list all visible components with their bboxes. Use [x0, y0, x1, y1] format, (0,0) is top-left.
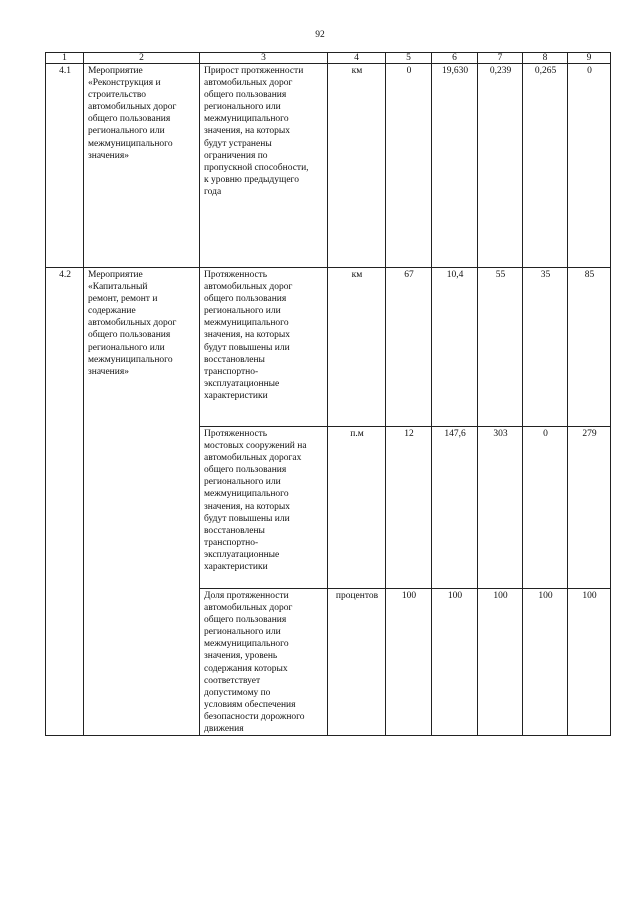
- value-cell: 100: [478, 589, 523, 736]
- value-cell: 0,265: [523, 64, 568, 268]
- row-number: 4.1: [46, 64, 84, 268]
- value-cell: 0,239: [478, 64, 523, 268]
- column-header: 5: [386, 53, 432, 64]
- value-cell: 303: [478, 427, 523, 589]
- value-cell: 100: [523, 589, 568, 736]
- value-cell: 100: [432, 589, 478, 736]
- value-cell: 147,6: [432, 427, 478, 589]
- column-header: 9: [568, 53, 611, 64]
- column-header: 2: [84, 53, 200, 64]
- unit-cell: п.м: [328, 427, 386, 589]
- value-cell: 19,630: [432, 64, 478, 268]
- page-number: 92: [315, 30, 325, 40]
- value-cell: 0: [568, 64, 611, 268]
- value-cell: 0: [386, 64, 432, 268]
- value-cell: 279: [568, 427, 611, 589]
- value-cell: 85: [568, 268, 611, 427]
- column-header: 1: [46, 53, 84, 64]
- row-number: 4.2: [46, 268, 84, 736]
- unit-cell: км: [328, 268, 386, 427]
- value-cell: 67: [386, 268, 432, 427]
- value-cell: 10,4: [432, 268, 478, 427]
- column-header: 8: [523, 53, 568, 64]
- column-header: 4: [328, 53, 386, 64]
- value-cell: 12: [386, 427, 432, 589]
- column-header: 7: [478, 53, 523, 64]
- indicators-table: [45, 52, 611, 736]
- event-name: Мероприятие «Реконструкция и строительство автомобильных дорог общего пользования регионального или межмуниципального значения»: [84, 64, 200, 268]
- value-cell: 100: [568, 589, 611, 736]
- indicator-name: Протяженность мостовых сооружений на автомобильных дорогах общего пользования регионального или межмуниципального значения, на которых будут повышены или восстановлены транспортно- эксплуатационные характеристики: [200, 427, 328, 589]
- unit-cell: км: [328, 64, 386, 268]
- table-row: [46, 64, 611, 268]
- table-header-row: [46, 53, 611, 64]
- indicator-name: Протяженность автомобильных дорог общего пользования регионального или межмуниципального значения, на которых будут повышены или восстановлены транспортно- эксплуатационные характеристики: [200, 268, 328, 427]
- value-cell: 35: [523, 268, 568, 427]
- value-cell: 100: [386, 589, 432, 736]
- indicator-name: Прирост протяженности автомобильных дорог общего пользования регионального или межмуниципального значения, на которых будут устранены ограничения по пропускной способности, к уровню предыдущего года: [200, 64, 328, 268]
- column-header: 3: [200, 53, 328, 64]
- indicator-name: Доля протяженности автомобильных дорог общего пользования регионального или межмуниципального значения, уровень содержания которых соответствует допустимому по условиям обеспечения безопасности дорожного движения: [200, 589, 328, 736]
- event-name: Мероприятие «Капитальный ремонт, ремонт и содержание автомобильных дорог общего пользования регионального или межмуниципального значения»: [84, 268, 200, 736]
- value-cell: 55: [478, 268, 523, 427]
- unit-cell: процентов: [328, 589, 386, 736]
- column-header: 6: [432, 53, 478, 64]
- value-cell: 0: [523, 427, 568, 589]
- table-row: [46, 268, 611, 427]
